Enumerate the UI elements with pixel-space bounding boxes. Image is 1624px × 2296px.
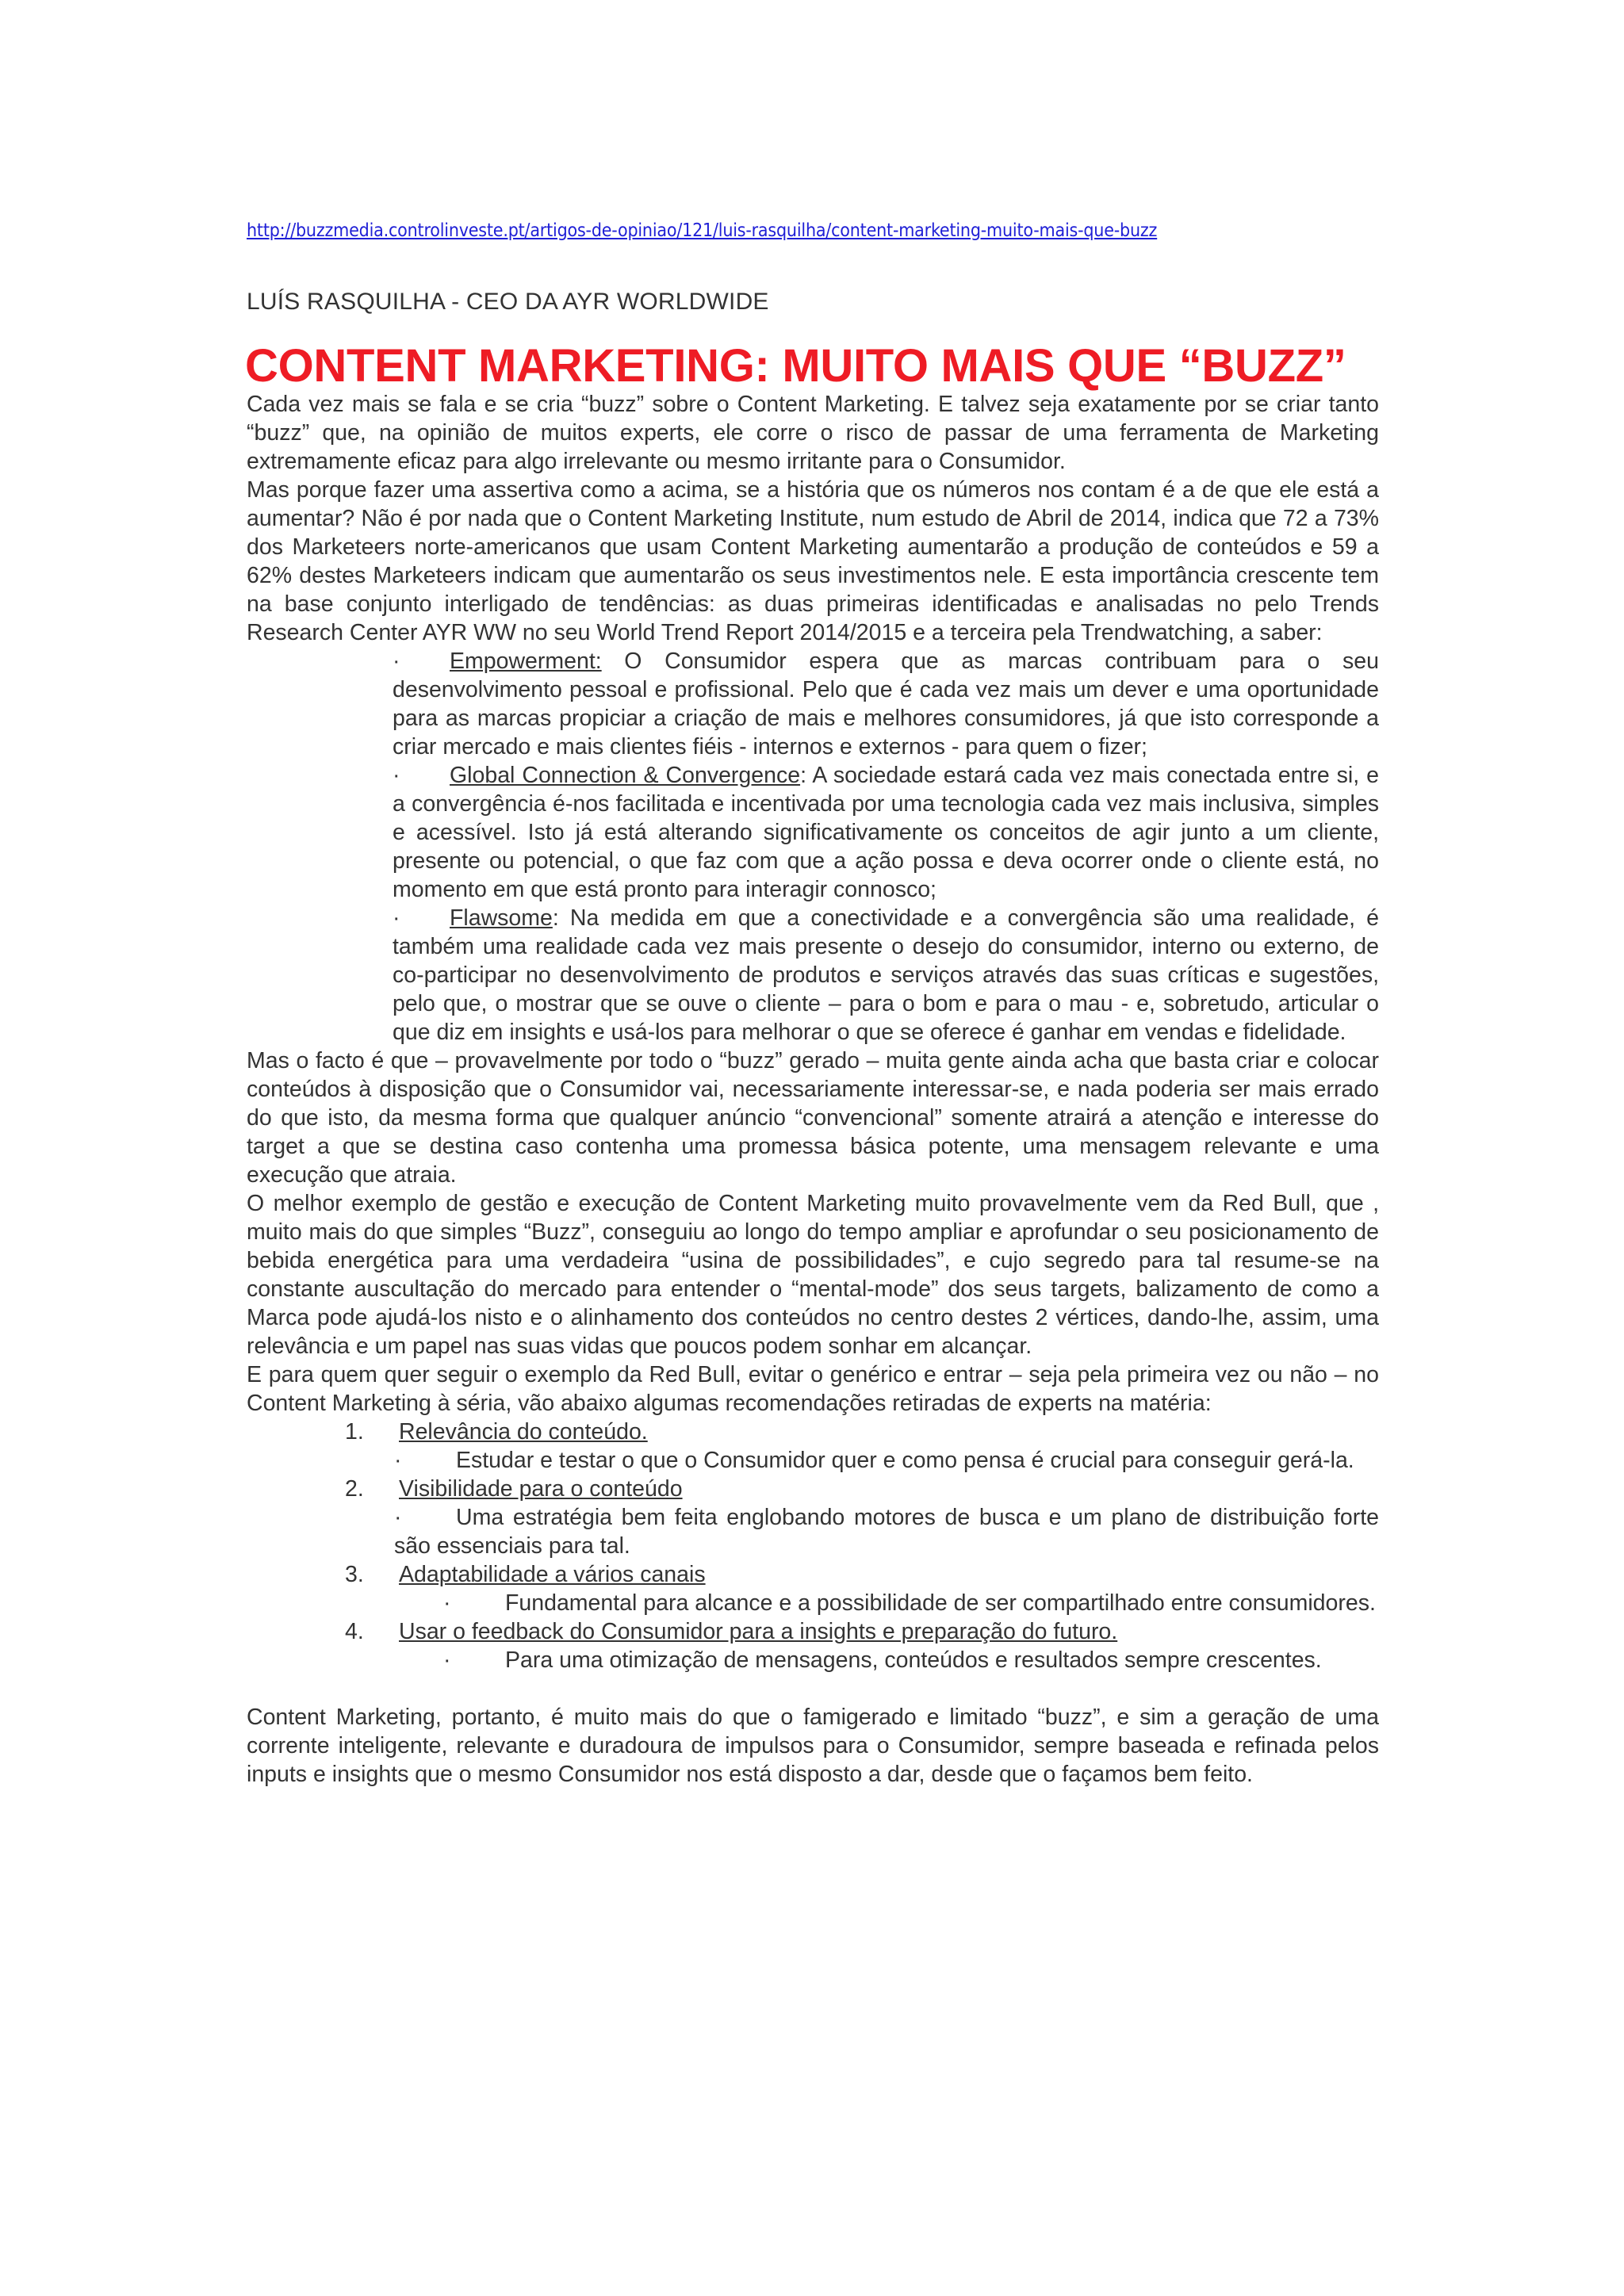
trend-label: Global Connection & Convergence — [450, 763, 801, 788]
trend-item-flawsome — [393, 904, 1379, 1047]
author-line: LUÍS RASQUILHA - CEO DA AYR WORLDWIDE — [247, 289, 769, 315]
recommendation-item — [345, 1475, 1379, 1560]
recommendation-number: 1. — [345, 1419, 364, 1445]
recommendation-list — [345, 1418, 1379, 1674]
trend-label: Flawsome — [450, 905, 553, 931]
bullet-dot: · — [443, 1590, 451, 1616]
recommendation-title: Usar o feedback do Consumidor para a insights e preparação do futuro. — [399, 1619, 1118, 1644]
paragraph-5: E para quem quer seguir o exemplo da Red Bull, evitar o genérico e entrar – seja pela primeira vez ou não – no Content Marketing à séria, vão abaixo algumas recomendações retiradas de experts na matéria: — [247, 1362, 1379, 1416]
paragraph-4: O melhor exemplo de gestão e execução de Content Marketing muito provavelmente vem da Red Bull, que , muito mais do que simples “Buzz”, conseguiu ao longo do tempo ampliar e aprofundar o seu posicionamento de bebida energética para uma verdadeira “usina de possibilidades”, e cujo segredo para tal resume-se na constante auscultação do mercado para entender o “mental-mode” dos seus targets, balizamento de como a Marca pode ajudá-los nisto e o alinhamento dos conteúdos no centro destes 2 vértices, dando-lhe, assim, uma relevância e um papel nas suas vidas que poucos podem sonhar em alcançar. — [247, 1191, 1379, 1359]
paragraph-1: Cada vez mais se fala e se cria “buzz” sobre o Content Marketing. E talvez seja exatamente por se criar tanto “buzz” que, na opinião de muitos experts, ele corre o risco de passar de uma ferramenta de Marketing extremamente eficaz para algo irrelevante ou mesmo irritante para o Consumidor. — [247, 392, 1379, 474]
trend-text: O Consumidor espera que as marcas contribuam para o seu desenvolvimento pessoal e profissional. Pelo que é cada vez mais um dever e uma oportunidade para as marcas propiciar a criação de mais e melhores consumidores, já que isto corresponde a criar mercado e mais clientes fiéis - internos e externos - para quem o fizer; — [393, 649, 1379, 760]
trend-text: : Na medida em que a conectividade e a convergência são uma realidade, é também uma realidade cada vez mais presente o desejo do consumidor, interno ou externo, de co-participar no desenvolvimento de produtos e serviços através das suas críticas e sugestões, pelo que, o mostrar que se ouve o cliente – para o bom e para o mau - e, sobretudo, articular o que diz em insights e usá-los para melhorar o que se oferece é ganhar em vendas e fidelidade. — [393, 905, 1379, 1045]
source-link[interactable]: http://buzzmedia.controlinveste.pt/artigos-de-opiniao/121/luis-rasquilha/content-marketing-muito-mais-que-buzz — [247, 220, 1158, 241]
recommendation-title: Relevância do conteúdo. — [399, 1419, 648, 1445]
bullet-dot: · — [443, 1647, 451, 1673]
paragraph-3: Mas o facto é que – provavelmente por todo o “buzz” gerado – muita gente ainda acha que basta criar e colocar conteúdos à disposição que o Consumidor vai, necessariamente interessar-se, e nada poderia ser mais errado do que isto, da mesma forma que qualquer anúncio “convencional” somente atrairá a atenção e interesse do target a que se destina caso contenha uma promessa básica potente, uma mensagem relevante e uma execução que atraia. — [247, 1048, 1379, 1188]
recommendation-title: Adaptabilidade a vários canais — [399, 1562, 706, 1587]
bullet-dot: · — [394, 1505, 402, 1530]
trend-label: Empowerment: — [450, 649, 602, 674]
recommendation-text: Para uma otimização de mensagens, conteúdos e resultados sempre crescentes. — [505, 1647, 1322, 1673]
trend-list — [393, 647, 1379, 1047]
bullet-dot: · — [393, 905, 400, 931]
recommendation-number: 3. — [345, 1562, 364, 1587]
bullet-dot: · — [393, 649, 400, 674]
trend-item-global-connection — [393, 761, 1379, 904]
recommendation-text: Estudar e testar o que o Consumidor quer e como pensa é crucial para conseguir gerá-la. — [456, 1448, 1354, 1473]
recommendation-title: Visibilidade para o conteúdo — [399, 1476, 683, 1502]
recommendation-item — [345, 1617, 1379, 1674]
recommendation-text: Fundamental para alcance e a possibilidade de ser compartilhado entre consumidores. — [505, 1590, 1376, 1616]
article-body — [247, 390, 1379, 1789]
article-title: CONTENT MARKETING: MUITO MAIS QUE “BUZZ” — [245, 340, 1346, 392]
trend-text: : A sociedade estará cada vez mais conectada entre si, e a convergência é-nos facilitada e incentivada por uma tecnologia cada vez mais inclusiva, simples e acessível. Isto já está alterando significativamente os conceitos de agir junto a um cliente, presente ou potencial, o que faz com que a ação possa e deva ocorrer onde o cliente está, no momento em que está pronto para interagir connosco; — [393, 763, 1379, 902]
recommendation-text: Uma estratégia bem feita englobando motores de busca e um plano de distribuição forte são essenciais para tal. — [394, 1505, 1379, 1559]
recommendation-item — [345, 1418, 1379, 1475]
recommendation-item — [345, 1560, 1379, 1617]
recommendation-number: 2. — [345, 1476, 364, 1502]
bullet-dot: · — [393, 763, 400, 788]
recommendation-number: 4. — [345, 1619, 364, 1644]
paragraph-2: Mas porque fazer uma assertiva como a acima, se a história que os números nos contam é a de que ele está a aumentar? Não é por nada que o Content Marketing Institute, num estudo de Abril de 2014, indica que 72 a 73% dos Marketeers norte-americanos que usam Content Marketing aumentarão a produção de conteúdos e 59 a 62% destes Marketeers indicam que aumentarão os seus investimentos nele. E esta importância crescente tem na base conjunto interligado de tendências: as duas primeiras identificadas e analisadas no pelo Trends Research Center AYR WW no seu World Trend Report 2014/2015 e a terceira pela Trendwatching, a saber: — [247, 477, 1379, 645]
trend-item-empowerment — [393, 647, 1379, 761]
bullet-dot: · — [394, 1448, 402, 1473]
paragraph-conclusion: Content Marketing, portanto, é muito mais do que o famigerado e limitado “buzz”, e sim a geração de uma corrente inteligente, relevante e duradoura de impulsos para o Consumidor, sempre baseada e refinada pelos inputs e insights que o mesmo Consumidor nos está disposto a dar, desde que o façamos bem feito. — [247, 1705, 1379, 1787]
